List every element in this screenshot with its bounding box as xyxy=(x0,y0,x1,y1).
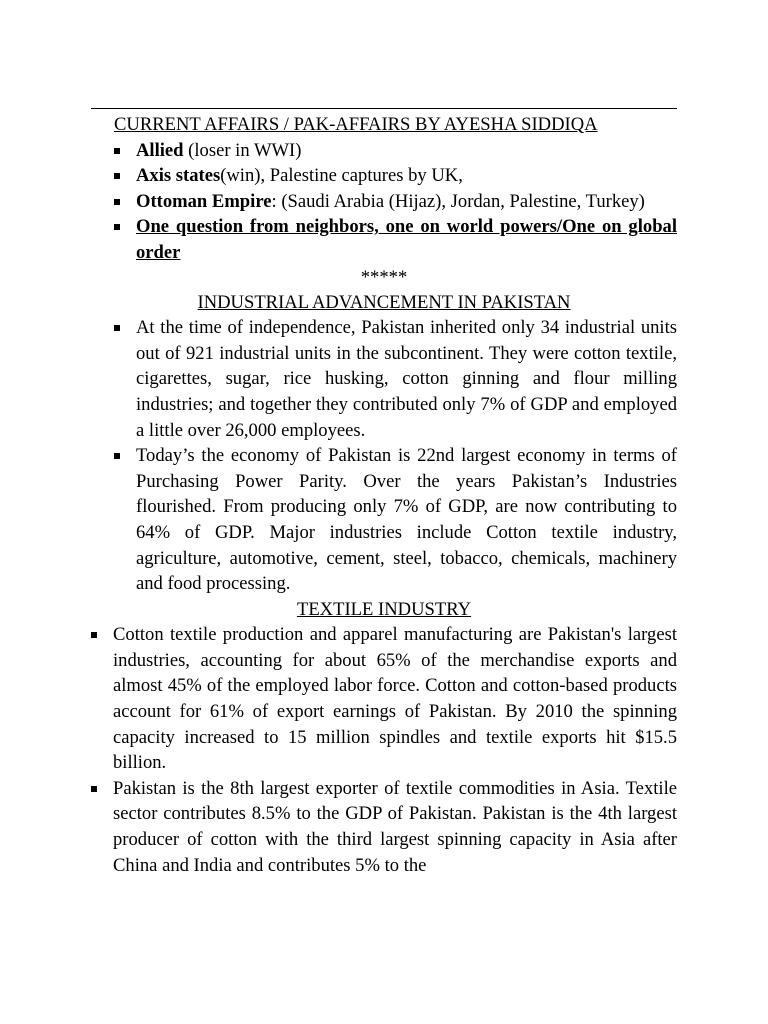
square-bullet-icon xyxy=(114,173,120,179)
square-bullet-icon xyxy=(114,148,120,154)
square-bullet-icon xyxy=(114,453,120,459)
square-bullet-icon xyxy=(114,199,120,205)
document-body xyxy=(91,112,677,878)
section-separator: ***** xyxy=(360,266,408,288)
item-text: (loser in WWI) xyxy=(183,139,302,161)
item-text: Cotton textile production and apparel manufacturing are Pakistan's largest industries, accounting for about 65% of the merchandise exports and almost 45% of the employed labor force. Cotton and cotton-based products account for 61% of export earnings of Pakistan. By 2010 the spinning capacity increased to 15 million spindles and textile exports hit $15.5 billion. xyxy=(113,624,677,774)
item-text: (win), Palestine captures by UK, xyxy=(220,165,463,187)
square-bullet-icon xyxy=(114,224,120,230)
intro-list xyxy=(91,138,677,266)
list-item xyxy=(91,622,677,776)
item-text: Pakistan is the 8th largest exporter of textile commodities in Asia. Textile sector contributes 8.5% to the GDP of Pakistan. Pakistan is the 4th largest producer of cotton with the third largest spinning capacity in Asia after China and India and contributes 5% to the xyxy=(113,777,677,876)
list-item xyxy=(91,138,677,164)
item-text: At the time of independence, Pakistan inherited only 34 industrial units out of 921 industrial units in the subcontinent. They were cotton textile, cigarettes, sugar, rice husking, cotton ginning and flour milling industries; and together they contributed only 7% of GDP and employed a little over 26,000 employees. xyxy=(136,317,677,441)
list-item xyxy=(91,776,677,878)
item-term: Axis states xyxy=(136,165,221,187)
item-term: Ottoman Empire xyxy=(136,190,272,212)
list-item xyxy=(91,163,677,189)
square-bullet-icon xyxy=(114,325,120,331)
item-text: Today’s the economy of Pakistan is 22nd largest economy in terms of Purchasing Power Parity. Over the years Pakistan’s Industries flourished. From producing only 7% of GDP, are now contributing to 64% of GDP. Major industries include Cotton textile industry, agriculture, automotive, cement, steel, tobacco, chemicals, machinery and food processing. xyxy=(136,445,677,595)
textile-list xyxy=(91,622,677,878)
list-item xyxy=(91,189,677,215)
section-heading-textile: TEXTILE INDUSTRY xyxy=(296,598,472,620)
square-bullet-icon xyxy=(91,632,97,638)
list-item xyxy=(91,315,677,443)
item-term: One question from neighbors, one on world powers/One on global order xyxy=(136,216,677,263)
section-heading-industrial: INDUSTRIAL ADVANCEMENT IN PAKISTAN xyxy=(197,291,571,313)
header-rule xyxy=(91,108,677,109)
list-item xyxy=(91,443,677,597)
page-title: CURRENT AFFAIRS / PAK-AFFAIRS BY AYESHA SIDDIQA xyxy=(114,114,598,135)
list-item xyxy=(91,214,677,265)
item-text: : (Saudi Arabia (Hijaz), Jordan, Palestine, Turkey) xyxy=(271,190,645,212)
item-term: Allied xyxy=(136,139,184,161)
industrial-list xyxy=(91,315,677,597)
square-bullet-icon xyxy=(91,786,97,792)
